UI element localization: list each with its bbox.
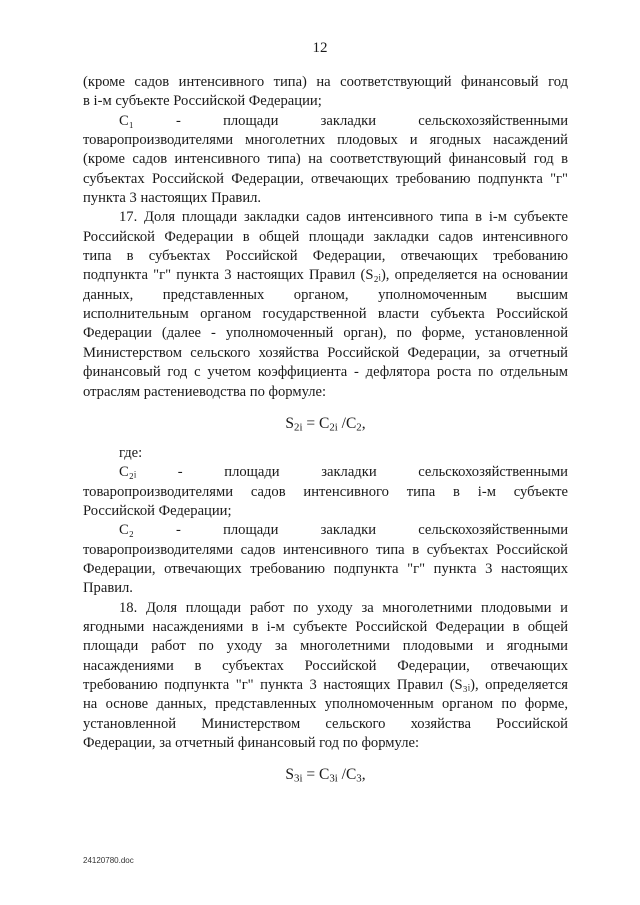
formula-denominator: C bbox=[345, 414, 357, 432]
text-line: товаропроизводителями садов интенсивного типа в i-м субъекте bbox=[83, 483, 568, 500]
document-body bbox=[83, 73, 568, 784]
formula-denominator-sub: 2 bbox=[356, 421, 362, 434]
text-line: C₁ - площади закладки сельскохозяйственными bbox=[119, 112, 568, 129]
equals-sign: = bbox=[306, 414, 316, 432]
text-line: установленной Министерством сельского хозяйства Российской bbox=[83, 715, 568, 732]
text-line: пункта 3 настоящих Правил. bbox=[83, 190, 262, 207]
formula-lhs: S bbox=[285, 766, 295, 784]
formula-lhs-sub: 2i bbox=[294, 421, 303, 434]
text-line: Российской Федерации; bbox=[83, 502, 232, 519]
formula-s2i bbox=[83, 414, 568, 433]
text-line: где: bbox=[119, 444, 143, 461]
text-line: Министерством сельского хозяйства Российской Федерации, за отчетный bbox=[83, 344, 568, 361]
formula-numerator-sub: 3i bbox=[329, 773, 338, 786]
text-line: требованию подпункта "г" пункта 3 настоящих Правил (S₃ᵢ), определяется bbox=[83, 676, 568, 693]
text-line: ягодными насаждениями в i-м субъекте Российской Федерации в общей bbox=[83, 618, 568, 635]
text-line: C₂ᵢ - площади закладки сельскохозяйственными bbox=[119, 464, 568, 481]
text-line: Правил. bbox=[83, 580, 133, 597]
text-line: (кроме садов интенсивного типа) на соответствующий финансовый год в bbox=[83, 151, 568, 168]
text-line: C₂ - площади закладки сельскохозяйственными bbox=[119, 522, 568, 539]
text-line: типа в субъектах Российской Федерации, отвечающих требованию bbox=[83, 248, 568, 265]
text-line: финансовый год с учетом коэффициента - дефлятора роста по отдельным bbox=[83, 364, 568, 381]
text-line: 18. Доля площади работ по уходу за многолетними плодовыми и bbox=[119, 599, 568, 616]
text-line: подпункта "г" пункта 3 настоящих Правил (S₂ᵢ), определяется на основании bbox=[83, 267, 568, 284]
text-line: товаропроизводителями многолетних плодовых и ягодных насаждений bbox=[83, 132, 568, 149]
file-name-footer: 24120780.doc bbox=[83, 856, 134, 865]
text-line: Федерации (далее - уполномоченный орган), по форме, установленной bbox=[83, 325, 568, 342]
division-sign: / bbox=[341, 414, 346, 432]
formula-tail: , bbox=[361, 414, 366, 432]
text-line: 17. Доля площади закладки садов интенсивного типа в i-м субъекте bbox=[119, 209, 568, 226]
equals-sign: = bbox=[306, 766, 316, 784]
text-line: насаждениями в субъектах Российской Федерации, отвечающих bbox=[83, 657, 568, 674]
formula-numerator: C bbox=[318, 766, 330, 784]
formula-lhs: S bbox=[285, 414, 295, 432]
text-line: данных, представленных органом, уполномоченным высшим bbox=[83, 286, 568, 303]
text-line: на основе данных, представленных уполномоченным органом по форме, bbox=[83, 696, 568, 713]
text-line: (кроме садов интенсивного типа) на соответствующий финансовый год bbox=[83, 74, 568, 90]
formula-denominator: C bbox=[345, 766, 357, 784]
formula-lhs-sub: 3i bbox=[294, 773, 303, 786]
text-line: Федерации, за отчетный финансовый год по формуле: bbox=[83, 735, 420, 751]
text-line: субъектах Российской Федерации, отвечающих требованию подпункта "г" bbox=[83, 170, 568, 187]
division-sign: / bbox=[341, 766, 346, 784]
formula-numerator-sub: 2i bbox=[329, 421, 338, 434]
text-line: площади работ по уходу за многолетними плодовыми и ягодными bbox=[83, 638, 568, 655]
text-line: отраслям растениеводства по формуле: bbox=[83, 383, 327, 400]
text-line: в i-м субъекте Российской Федерации; bbox=[83, 93, 322, 110]
page-number: 12 bbox=[312, 40, 328, 56]
formula-denominator-sub: 3 bbox=[356, 773, 362, 786]
formula-numerator: C bbox=[318, 414, 330, 432]
formula-s3i bbox=[83, 765, 568, 784]
formula-tail: , bbox=[361, 766, 366, 784]
text-line: товаропроизводителями садов интенсивного типа в субъектах Российской bbox=[83, 541, 568, 558]
text-line: Российской Федерации в общей площади закладки садов интенсивного bbox=[83, 228, 568, 245]
text-line: исполнительным органом государственной власти субъекта Российской bbox=[83, 306, 568, 323]
text-line: Федерации, отвечающих требованию подпункта "г" пункта 3 настоящих bbox=[83, 560, 568, 577]
